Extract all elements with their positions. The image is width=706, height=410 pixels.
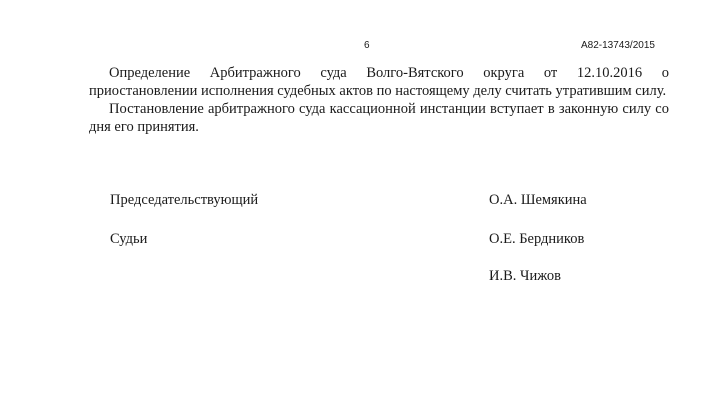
presiding-name: О.А. Шемякина [489,192,587,208]
judges-label: Судьи [110,231,148,247]
page-number: 6 [364,40,370,51]
judge-name-1: О.Е. Бердников [489,231,585,247]
paragraph-ruling: Определение Арбитражного суда Волго-Вятского округа от 12.10.2016 о приостановлении исполнения судебных актов по настоящему делу считать утратившим силу. [89,65,669,99]
paragraph-effective: Постановление арбитражного суда кассационной инстанции вступает в законную силу со дня его принятия. [89,101,669,135]
document-body [89,64,669,136]
case-number: А82-13743/2015 [581,40,655,51]
presiding-label: Председательствующий [110,192,259,208]
judge-name-2: И.В. Чижов [489,268,561,284]
